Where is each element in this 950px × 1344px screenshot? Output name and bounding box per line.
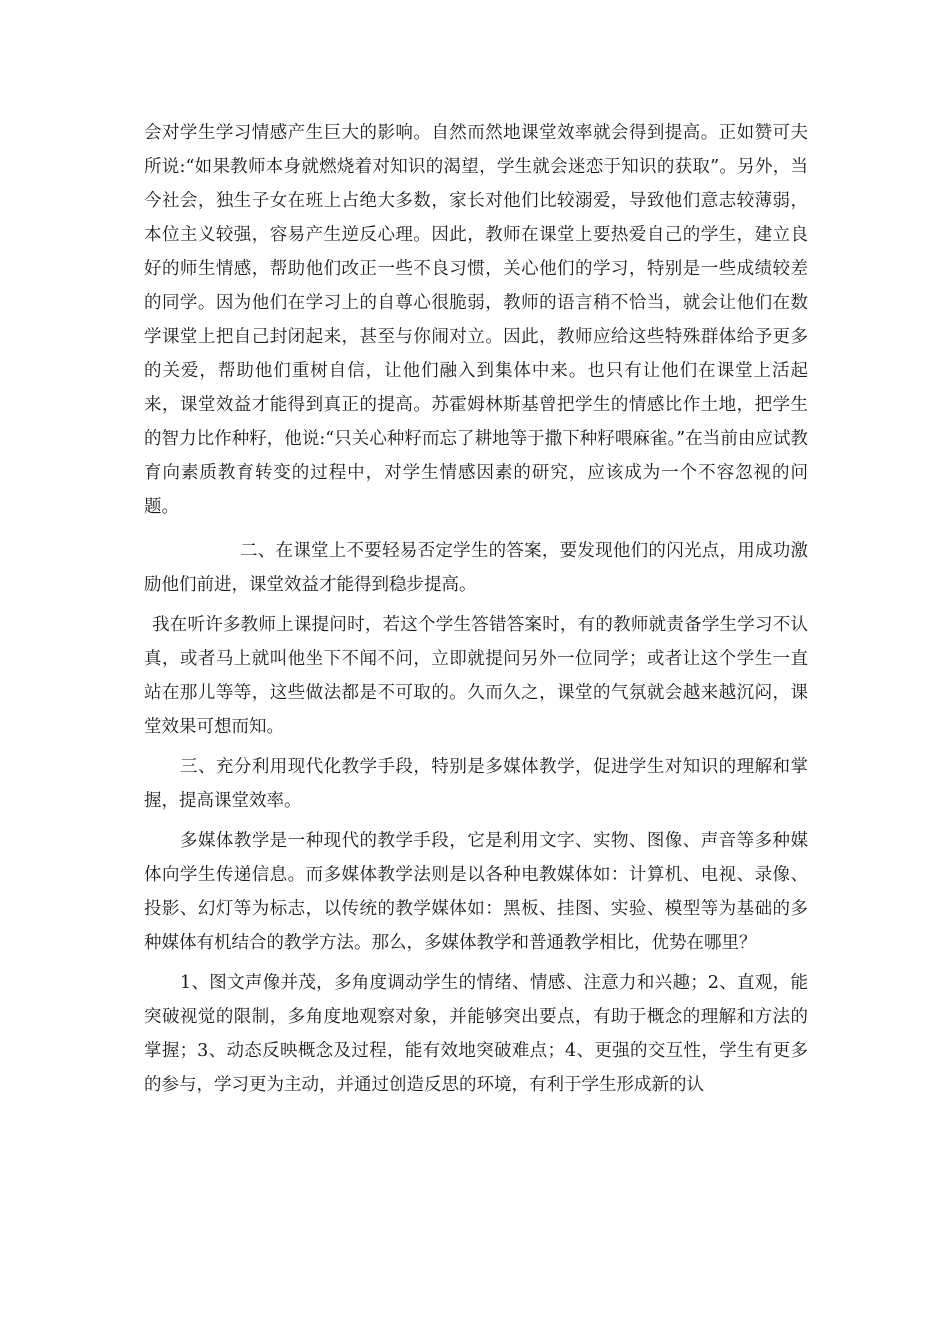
document-body: [144, 116, 808, 1102]
paragraph-multimedia-advantages: 1、图文声像并茂，多角度调动学生的情绪、情感、注意力和兴趣；2、直观，能突破视觉的限制，多角度地观察对象，并能够突出要点，有助于概念的理解和方法的掌握；3、动态反映概念及过程，能有效地突破难点；4、更强的交互性，学生有更多的参与，学习更为主动，并通过创造反思的环境，有利于学生形成新的认: [144, 973, 808, 1095]
heading-section-three: 三、充分利用现代化教学手段，特别是多媒体教学，促进学生对知识的理解和掌握，提高课堂效率。: [144, 757, 808, 811]
heading-section-two: 二、在课堂上不要轻易否定学生的答案，要发现他们的闪光点，用成功激励他们前进，课堂效益才能得到稳步提高。: [144, 541, 808, 595]
paragraph-student-emotion: 会对学生学习情感产生巨大的影响。自然而然地课堂效率就会得到提高。正如赞可夫所说:“如果教师本身就燃烧着对知识的渴望，学生就会迷恋于知识的获取”。另外，当今社会，独生子女在班上占绝大多数，家长对他们比较溺爱，导致他们意志较薄弱，本位主义较强，容易产生逆反心理。因此，教师在课堂上要热爱自己的学生，建立良好的师生情感，帮助他们改正一些不良习惯，关心他们的学习，特别是一些成绩较差的同学。因为他们在学习上的自尊心很脆弱，教师的语言稍不恰当，就会让他们在数学课堂上把自己封闭起来，甚至与你闹对立。因此，教师应给这些特殊群体给予更多的关爱，帮助他们重树自信，让他们融入到集体中来。也只有让他们在课堂上活起来，课堂效益才能得到真正的提高。苏霍姆林斯基曾把学生的情感比作土地，把学生的智力比作种籽，他说:“只关心种籽而忘了耕地等于撒下种籽喂麻雀。”在当前由应试教育向素质教育转变的过程中，对学生情感因素的研究，应该成为一个不容忽视的问题。: [144, 123, 808, 517]
paragraph-questioning: 我在听许多教师上课提问时，若这个学生答错答案时，有的教师就责备学生学习不认真，或者马上就叫他坐下不闻不问，立即就提问另外一位同学；或者让这个学生一直站在那儿等等，这些做法都是不可取的。久而久之，课堂的气氛就会越来越沉闷，课堂效果可想而知。: [144, 615, 808, 737]
paragraph-multimedia: 多媒体教学是一种现代的教学手段，它是利用文字、实物、图像、声音等多种媒体向学生传递信息。而多媒体教学法则是以各种电教媒体如：计算机、电视、录像、投影、幻灯等为标志，以传统的教学媒体如：黑板、挂图、实验、模型等为基础的多种媒体有机结合的教学方法。那么，多媒体教学和普通教学相比，优势在哪里？: [144, 831, 808, 953]
